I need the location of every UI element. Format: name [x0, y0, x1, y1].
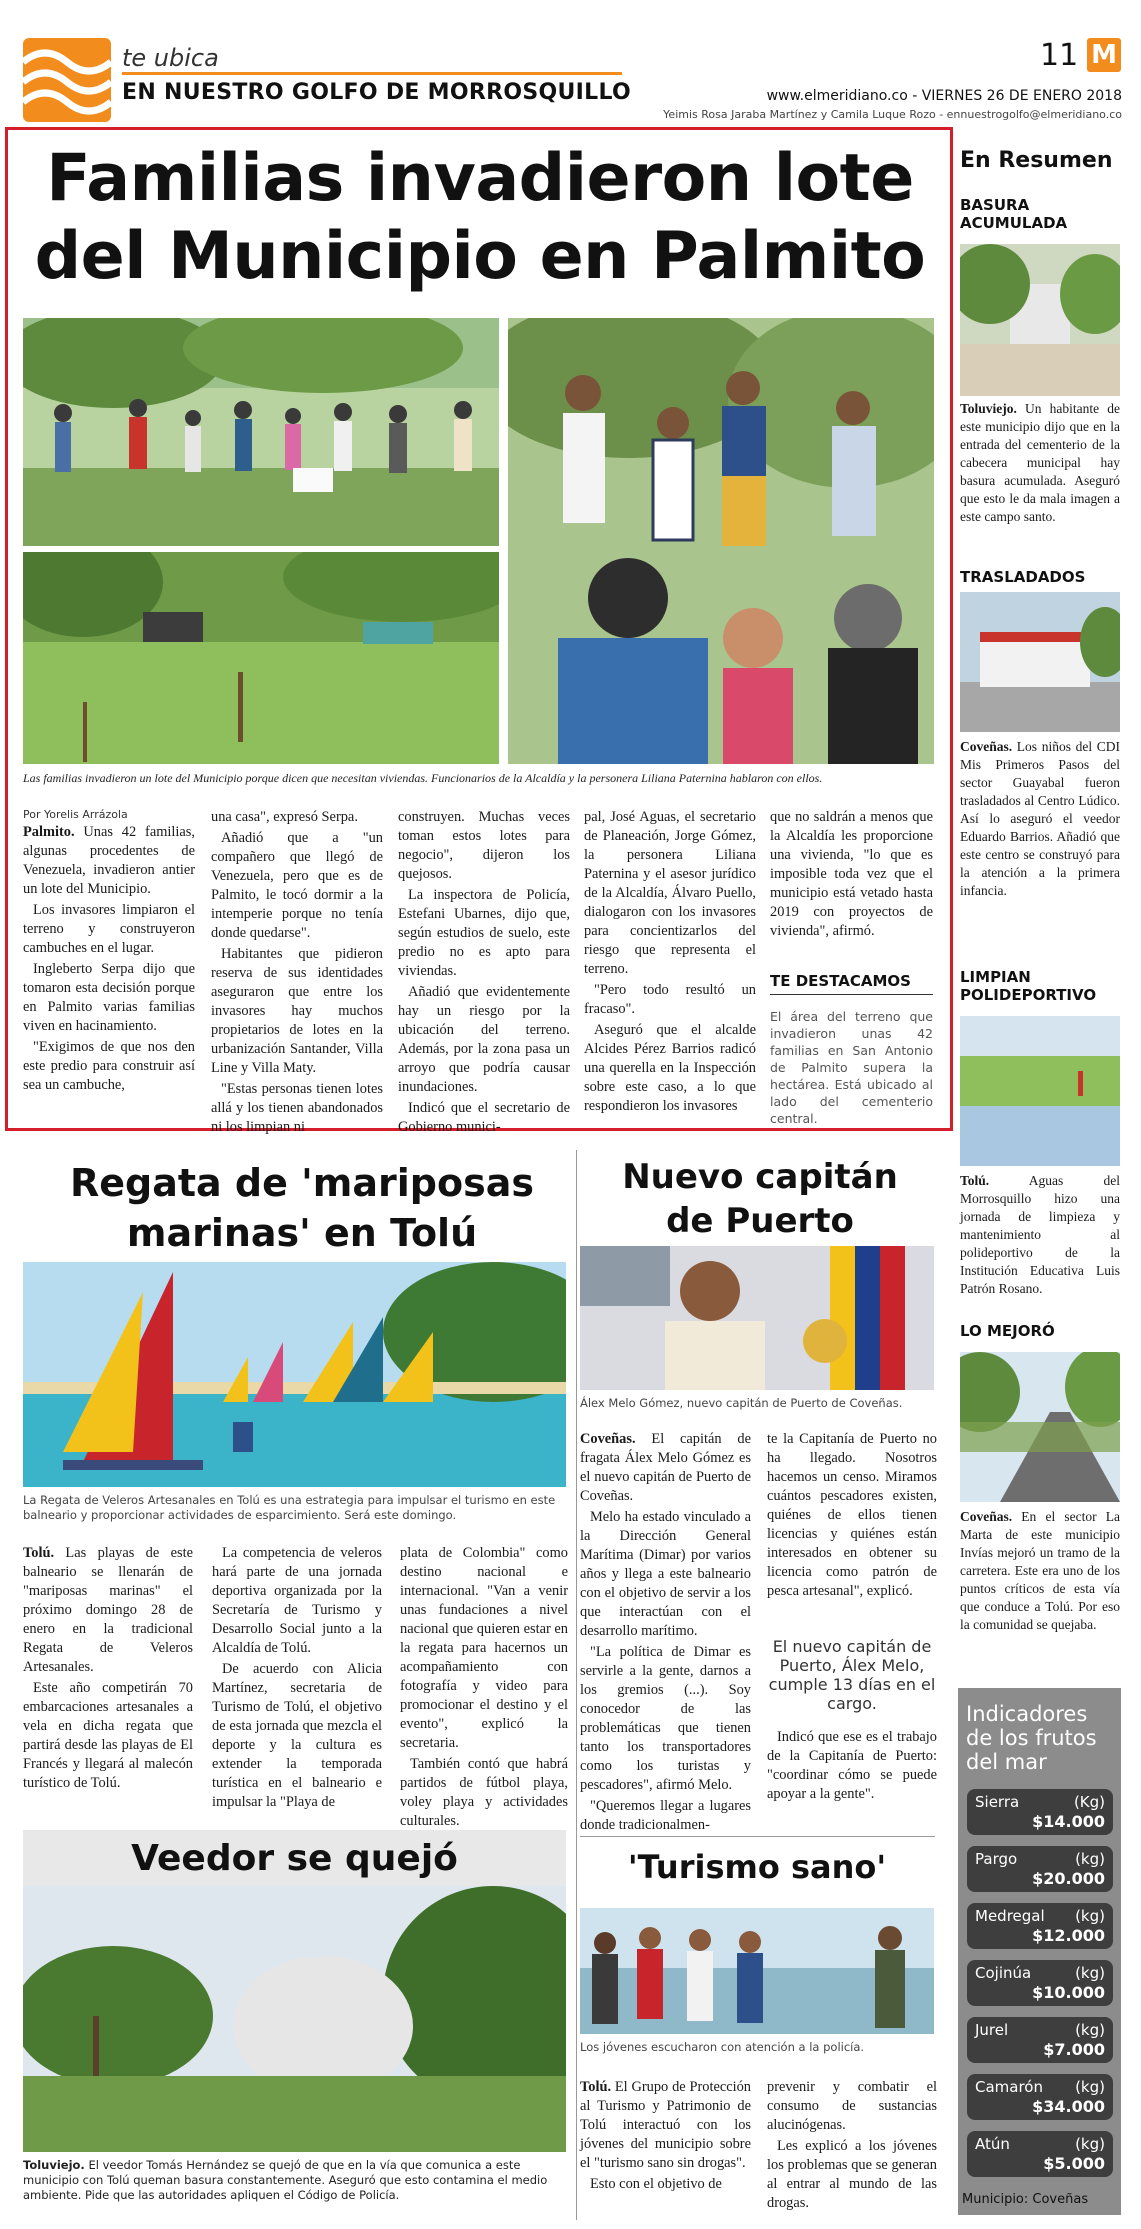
price-row-cojinua: [967, 1960, 1113, 2006]
authors-line: Yeimis Rosa Jaraba Martínez y Camila Luque Rozo - ennuestrogolfo@elmeridiano.co: [663, 108, 1122, 121]
price-unit: (kg): [1075, 2135, 1105, 2153]
seafood-prices-title: Indicadores de los frutos del mar: [966, 1702, 1097, 1774]
photo-cleared-field: [23, 552, 499, 764]
main-column-1: [23, 823, 195, 1097]
price-value: $12.000: [1032, 1926, 1105, 1945]
turismo-column-2: [767, 2078, 937, 2215]
photo-burning-trash: [23, 1886, 566, 2152]
paragraph: que no saldrán a menos que la Alcaldía les proporcione una vivienda, "lo que es imposible toda vez que el municipio está vetado hasta 2019 con proyectos de vivienda", afirmó.: [770, 809, 933, 939]
sidebar-photo-cemetery: [960, 244, 1120, 396]
dateline-lead: Tolú.: [580, 2079, 612, 2095]
capitan-column-2: [767, 1430, 937, 1603]
paragraph: Ingleberto Serpa dijo que tomaron esta decisión porque en Palmito varias familias viven en hacinamiento.: [23, 961, 195, 1034]
dateline-lead: Coveñas.: [960, 1509, 1013, 1524]
dateline-lead: Coveñas.: [960, 739, 1013, 754]
paragraph: De acuerdo con Alicia Martínez, secretaria de Turismo de Tolú, el objetivo de esta jornada que mezcla el deporte y la cultura es extender la temporada turística en el balneario e impulsar la "Playa de: [212, 1661, 382, 1810]
price-value: $5.000: [1043, 2154, 1105, 2173]
price-name: Medregal: [975, 1907, 1045, 1925]
main-column-5: [770, 808, 933, 943]
main-headline-line-2: del Municipio en Palmito: [34, 219, 926, 294]
pull-quote: El nuevo capitán de Puerto, Álex Melo, cumple 13 días en el cargo.: [768, 1637, 936, 1713]
price-name: Atún: [975, 2135, 1010, 2153]
sidebar-item-1-head: BASURA ACUMULADA: [960, 196, 1068, 232]
paragraph: "Pero todo resultó un fracaso".: [584, 982, 756, 1017]
paragraph: Indicó que ese es el trabajo de la Capitanía de Puerto: "coordinar cómo se puede apoyar a la gente".: [767, 1729, 937, 1802]
paragraph: Melo ha estado vinculado a la Dirección General Marítima (Dimar) por varios años y llega a este balneario con el objetivo de servir a los que interactúan con el desarrollo marítimo.: [580, 1509, 751, 1639]
brand-mark-icon: M: [1087, 38, 1121, 72]
main-column-3: [398, 808, 570, 1139]
price-row-pargo: [967, 1846, 1113, 1892]
turismo-headline: 'Turismo sano': [627, 1848, 887, 1886]
sidebar-item-4-head: LO MEJORÓ: [960, 1322, 1055, 1340]
photo-officials-meeting: [508, 318, 934, 764]
highlight-text: El área del terreno que invadieron unas 42 familias en San Antonio de Palmito supera la hectárea. Está ubicado al lado del cementerio central.: [770, 1009, 933, 1126]
price-row-sierra: [967, 1789, 1113, 1835]
paragraph: plata de Colombia" como destino nacional e internacional. "Van a venir unas fundaciones a nivel nacional que quieren estar en la regata para hacernos un acompañamiento con fotografía y video para promocionar el destino y el evento", explicó la secretaria.: [400, 1545, 568, 1751]
paragraph: El capitán de fragata Álex Melo Gómez es el nuevo capitán de Puerto de Coveñas.: [580, 1431, 751, 1504]
turismo-photo-caption: Los jóvenes escucharon con atención a la policía.: [580, 2040, 865, 2054]
price-row-jurel: [967, 2017, 1113, 2063]
sidebar-photo-road: [960, 1352, 1120, 1502]
sidebar-item-3-head: LIMPIAN POLIDEPORTIVO: [960, 968, 1097, 1004]
sidebar-item-2-text: [960, 738, 1120, 900]
regata-headline-line-1: Regata de 'mariposas: [70, 1161, 534, 1205]
photo-sailboats: [23, 1262, 566, 1487]
capitan-headline-line-1: Nuevo capitán: [622, 1157, 898, 1197]
capitan-column-2-continued: [767, 1728, 937, 1806]
price-name: Jurel: [975, 2021, 1009, 2039]
paragraph: "Exigimos de que nos den este predio para construir así sea un cambuche,: [23, 1039, 195, 1093]
capitan-photo-caption: Álex Melo Gómez, nuevo capitán de Puerto de Coveñas.: [580, 1396, 903, 1410]
paragraph: Unas 42 familias, algunas procedentes de Venezuela, invadieron antier un lote del Municipio.: [23, 824, 195, 897]
sidebar-item-1-text: [960, 400, 1120, 526]
section-divider: [122, 72, 622, 75]
main-headline-line-1: Familias invadieron lote: [46, 141, 914, 216]
capitan-headline-line-2: de Puerto: [666, 1201, 854, 1241]
paragraph: Este año competirán 70 embarcaciones artesanales a vela en dicha regata que partirá desde las playas de El Francés y llegará al malecón turístico de Tolú.: [23, 1680, 193, 1791]
main-photo-caption: Las familias invadieron un lote del Municipio porque dicen que necesitan viviendas. Funcionarios de la Alcaldía y la personera Liliana Paternina hablaron con ellos.: [23, 771, 823, 785]
paragraph: También contó que habrá partidos de fútbol playa, voley playa y actividades culturales.: [400, 1756, 568, 1829]
paragraph: Habitantes que pidieron reserva de sus identidades aseguraron que entre los invasores hay muchos propietarios de lotes en la urbanización Santander, Villa Line y Villa Maty.: [211, 946, 383, 1076]
byline: Por Yorelis Arrázola: [23, 808, 128, 821]
seafood-prices-footer: Municipio: Coveñas: [962, 2192, 1089, 2207]
caption-text: El veedor Tomás Hernández se quejó de que en la vía que comunica a este municipio con Tolú queman basura constantemente. Aseguró que esto contamina el medio ambiente. Pide que las autoridades apliquen el Código de Policía.: [23, 2158, 548, 2202]
dateline-lead: Toluviejo.: [960, 401, 1017, 416]
paragraph: Añadió que a "un compañero que llegó de Venezuela, pero que es de Palmito, le tocó dormir a la intemperie porque no tenía donde quedarse".: [211, 830, 383, 941]
dateline-lead: Tolú.: [23, 1545, 55, 1561]
sidebar-photo-cdi: [960, 592, 1120, 732]
veedor-photo-caption: [23, 2158, 566, 2203]
price-name: Camarón: [975, 2078, 1043, 2096]
paragraph: Los niños del CDI Mis Primeros Pasos del sector Guayabal fueron trasladados al Centro Lúdico. Así lo aseguró el veedor Eduardo Barrios. Añadió que este centro se construyó para la atención a la primera infancia.: [960, 739, 1120, 898]
paragraph: pal, José Aguas, el secretario de Planeación, Jorge Gómez, la personera Liliana Paternina y el asesor jurídico de la Alcaldía, Álvaro Puello, dialogaron con los invasores para concientizarlos del riesgo que representa el terreno.: [584, 809, 756, 977]
regata-column-3: [400, 1544, 568, 1833]
paragraph: construyen. Muchas veces toman estos lotes para negocio", dijeron los quejosos.: [398, 809, 570, 882]
highlight-divider: [770, 994, 933, 995]
main-headline: [15, 140, 945, 296]
price-value: $34.000: [1032, 2097, 1105, 2116]
photo-crowd-in-lot: [23, 318, 499, 546]
sidebar-item-2-head: TRASLADADOS: [960, 568, 1086, 586]
paragraph: "La política de Dimar es servirle a la gente, darnos a los gremios (...). Soy conocedor de las problemáticas que tienen tanto los transportadores como los turistas y pescadores", afirmó Melo.: [580, 1644, 751, 1793]
price-row-medregal: [967, 1903, 1113, 1949]
price-value: $7.000: [1043, 2040, 1105, 2059]
photo-port-captain: [580, 1246, 934, 1390]
paragraph: Un habitante de este municipio dijo que en la entrada del cementerio de la cabecera municipal hay basura acumulada. Aseguró que esto le da mala imagen a este campo santo.: [960, 401, 1120, 524]
paragraph: Les explicó a los jóvenes los problemas que se generan al entrar al mundo de las drogas.: [767, 2138, 937, 2211]
paragraph: Aseguró que el alcalde Alcides Pérez Barrios radicó una querella en la Inspección sobre este caso, a lo que respondieron los invasores: [584, 1022, 756, 1114]
dateline-lead: Palmito.: [23, 824, 75, 840]
paragraph: "Estas personas tienen lotes allá y los tienen abandonados ni los limpian ni: [211, 1081, 383, 1135]
highlight-title: TE DESTACAMOS: [770, 972, 911, 990]
regata-headline-line-2: marinas' en Tolú: [126, 1211, 478, 1255]
section-title: EN NUESTRO GOLFO DE MORROSQUILLO: [122, 80, 632, 105]
price-name: Pargo: [975, 1850, 1018, 1868]
paragraph: una casa", expresó Serpa.: [211, 809, 358, 825]
price-row-camaron: [967, 2074, 1113, 2120]
price-unit: (kg): [1075, 2021, 1105, 2039]
sidebar-item-3-text: [960, 1172, 1120, 1298]
paragraph: La inspectora de Policía, Estefani Ubarnes, dijo que, según estudios de suelo, este predio no es apto para viviendas.: [398, 887, 570, 979]
dateline: www.elmeridiano.co - VIERNES 26 DE ENERO 2018: [766, 88, 1122, 104]
paragraph: "Queremos llegar a lugares donde tradicionalmen-: [580, 1798, 751, 1833]
paragraph: El Grupo de Protección al Turismo y Patrimonio de Tolú interactuó con los jóvenes del municipio sobre el "turismo sano sin drogas".: [580, 2079, 751, 2171]
price-value: $14.000: [1032, 1812, 1105, 1831]
capitan-column-1: [580, 1430, 751, 1837]
veedor-headline: Veedor se quejó: [131, 1838, 458, 1879]
regata-column-2: [212, 1544, 382, 1814]
regata-headline: [23, 1158, 581, 1258]
price-row-atun: [967, 2131, 1113, 2177]
column-divider: [576, 1150, 577, 2220]
price-unit: (kg): [1075, 1907, 1105, 1925]
paragraph: Esto con el objetivo de: [590, 2176, 722, 2192]
paragraph: Los invasores limpiaron el terreno y construyeron cambuches en el lugar.: [23, 902, 195, 956]
paragraph: Indicó que el secretario de Gobierno munici-: [398, 1100, 570, 1135]
price-value: $20.000: [1032, 1869, 1105, 1888]
main-column-2: [211, 808, 383, 1139]
price-unit: (kg): [1075, 1850, 1105, 1868]
dateline-lead: Tolú.: [960, 1173, 990, 1188]
regata-photo-caption: La Regata de Veleros Artesanales en Tolú es una estrategia para impulsar el turismo en este balneario y proporcionar actividades de esparcimiento. Será este domingo.: [23, 1493, 556, 1522]
paragraph: Aguas del Morrosquillo hizo una jornada de limpieza y mantenimiento al polideportivo de la Institución Educativa Luis Patrón Rosano.: [960, 1173, 1120, 1296]
paragraph: Las playas de este balneario se llenarán de "mariposas marinas" el próximo domingo 28 de enero en la tradicional Regata de Veleros Artesanales.: [23, 1545, 193, 1675]
dateline-lead: Coveñas.: [580, 1431, 636, 1447]
sidebar-item-4-text: [960, 1508, 1120, 1634]
paragraph: te la Capitanía de Puerto no ha llegado. Nosotros hacemos un censo. Miramos cuántos pescadores existen, quiénes de ellos tienen licencias y quiénes están interesados en obtener su licencia como patrón de pesca artesanal", explicó.: [767, 1431, 937, 1599]
paragraph: Añadió que evidentemente hay un riesgo por la ubicación del terreno. Además, por la zona pasa un arroyo que podría causar inundaciones.: [398, 984, 570, 1095]
paragraph: prevenir y combatir el consumo de sustancias alucinógenas.: [767, 2079, 937, 2133]
price-name: Sierra: [975, 1793, 1020, 1811]
price-name: Cojinúa: [975, 1964, 1032, 1982]
regata-column-1: [23, 1544, 193, 1795]
sidebar-photo-polideportivo: [960, 1016, 1120, 1166]
price-unit: (kg): [1075, 1964, 1105, 1982]
turismo-divider: [580, 1836, 935, 1837]
price-value: $10.000: [1032, 1983, 1105, 2002]
paragraph: La competencia de veleros hará parte de una jornada deportiva organizada por la Secretaría de Turismo y Desarrollo Social junto a la Alcaldía de Tolú.: [212, 1545, 382, 1656]
main-column-4: [584, 808, 756, 1118]
section-kicker: te ubica: [122, 44, 219, 72]
turismo-column-1: [580, 2078, 751, 2196]
dateline-lead: Toluviejo.: [23, 2158, 85, 2172]
page-number: 11: [1040, 38, 1079, 73]
capitan-headline: [580, 1155, 940, 1243]
sidebar-title: En Resumen: [960, 148, 1113, 173]
brand-logo: [23, 38, 111, 122]
price-unit: (Kg): [1073, 1793, 1105, 1811]
photo-youth-police: [580, 1908, 934, 2034]
paragraph: En el sector La Marta de este municipio Invías mejoró un tramo de la carretera. Este era uno de los puntos críticos de esta vía que conduce a Tolú. Por eso la comunidad se quejaba.: [960, 1509, 1120, 1632]
price-unit: (kg): [1075, 2078, 1105, 2096]
